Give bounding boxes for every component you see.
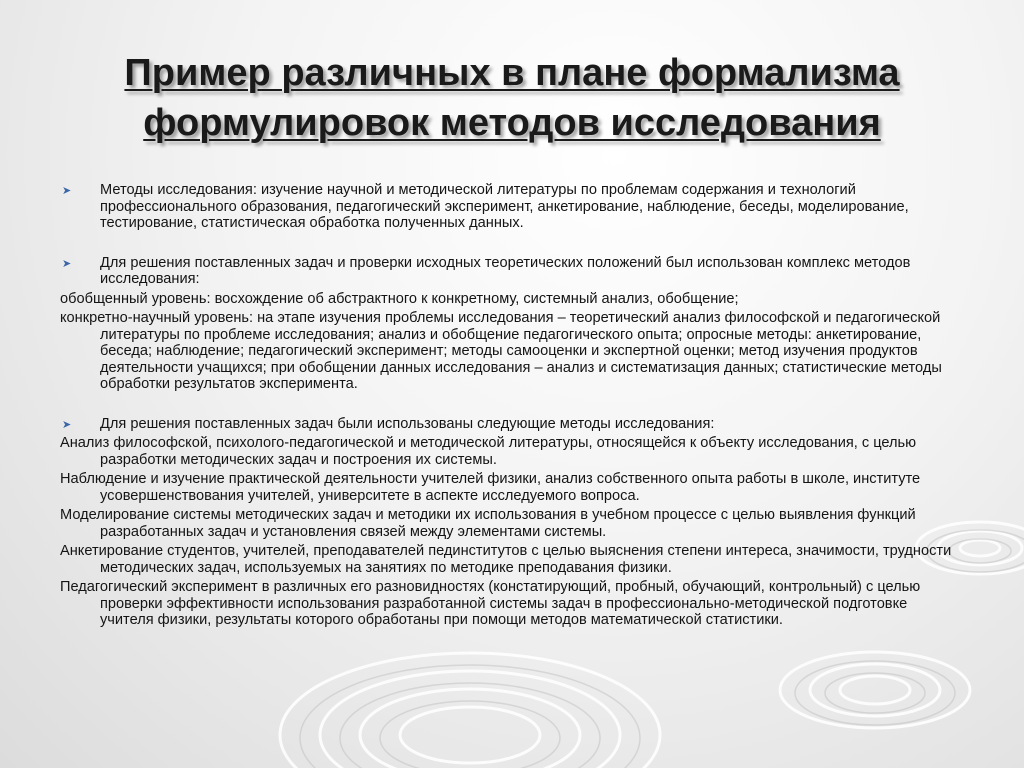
slide-body	[60, 182, 960, 629]
list-item: Наблюдение и изучение практической деятельности учителей физики, анализ собственного опыта работы в школе, институте усовершенствования учителей, университете в аспекте исследуемого вопроса.	[60, 471, 921, 504]
arrow-bullet-icon: ➤	[62, 257, 72, 270]
bullet-text: Методы исследования: изучение научной и методической литературы по проблемам содержания и технологий профессионального образования, педагогический эксперимент, анкетирование, наблюдение, беседы, моделирование, тестирование, статистическая обработка полученных данных.	[100, 182, 909, 231]
bullet-paragraph-2	[60, 255, 960, 288]
bullet-text: Для решения поставленных задач были использованы следующие методы исследования:	[100, 415, 715, 432]
slide-title	[60, 48, 964, 148]
list-item: Моделирование системы методических задач и методики их использования в учебном процессе с целью выявления функций разработанных задач и установления связей между элементами системы.	[60, 507, 916, 540]
list-item: Анализ философской, психолого-педагогической и методической литературы, относящейся к объекту исследования, с целью разработки методических задач и построения их системы.	[60, 435, 917, 468]
bullet-paragraph-3	[60, 416, 960, 433]
arrow-bullet-icon: ➤	[62, 185, 72, 197]
arrow-bullet-icon: ➤	[62, 418, 72, 431]
bullet-text: Для решения поставленных задач и проверки исходных теоретических положений был использован комплекс методов исследования:	[100, 254, 911, 287]
list-item: конкретно-научный уровень: на этапе изучения проблемы исследования – теоретический анализ философской и педагогической литературы по проблеме исследования; анализ и обобщение педагогического опыта; опросные методы: анкетирование, беседа; наблюдение; педагогический эксперимент; методы самооценки и экспертной оценки; метод изучения продуктов деятельности учащихся; при обобщении данных исследования – анализ и систематизация данных; статистические методы обработки результатов эксперимента.	[60, 310, 942, 392]
list-item: Педагогический эксперимент в различных его разновидностях (констатирующий, пробный, обучающий, контрольный) с целью проверки эффективности использования разработанной системы задач в профессионально-методической подготовке учителя физики, результаты которого обработаны при помощи методов математической статистики.	[60, 579, 921, 628]
bullet-paragraph-1	[60, 182, 960, 232]
title-line-2: формулировок методов исследования	[143, 102, 881, 144]
list-item: обобщенный уровень: восхождение об абстрактного к конкретному, системный анализ, обобщение;	[60, 290, 739, 307]
title-line-1: Пример различных в плане формализма	[124, 52, 900, 94]
list-item: Анкетирование студентов, учителей, преподавателей пединститутов с целью выяснения степени интереса, значимости, трудности методических задач, используемых на занятиях по методике преподавания физики.	[60, 543, 952, 576]
